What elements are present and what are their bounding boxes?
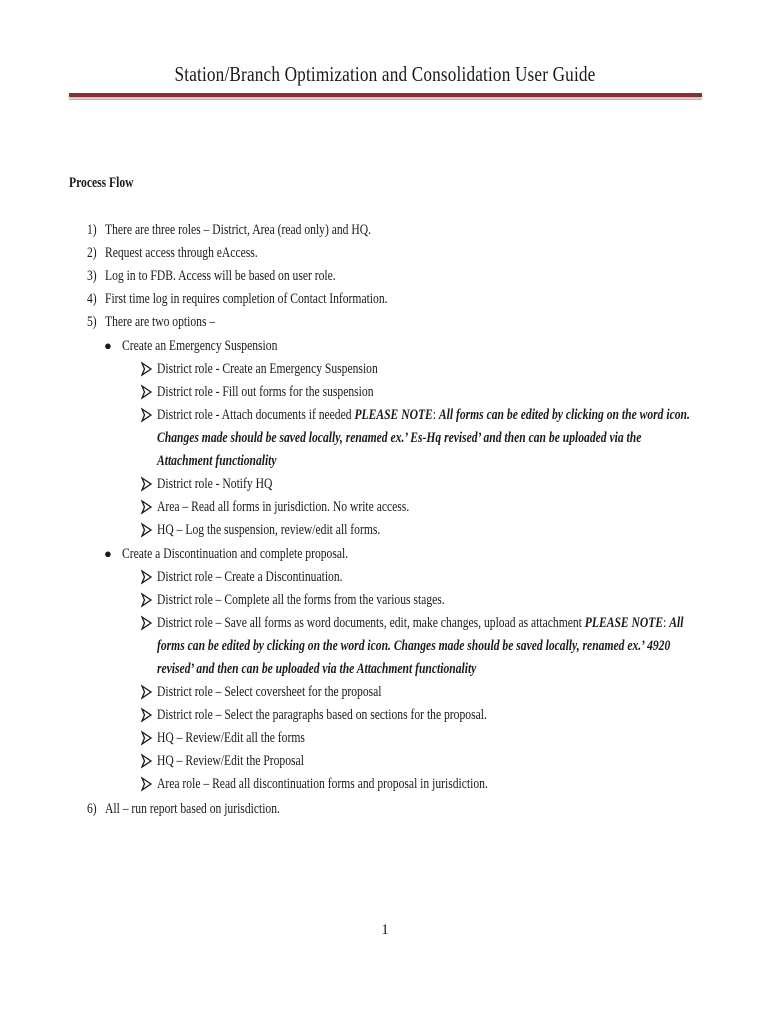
- option-item-with-note: [157, 614, 683, 632]
- note-label: PLEASE NOTE: [584, 615, 664, 631]
- note-label: PLEASE NOTE: [354, 407, 433, 423]
- note-text-continued: Changes made should be saved locally, renamed ex.’ Es-Hq revised’ and then can be uploaded via the: [157, 430, 642, 446]
- option-item: District role - Notify HQ: [157, 476, 273, 492]
- step-text: There are three roles – District, Area (read only) and HQ.: [105, 222, 372, 238]
- document-header-title: Station/Branch Optimization and Consolidation User Guide: [174, 62, 596, 86]
- step-number: 1): [87, 222, 97, 238]
- arrowhead-bullet-icon: [141, 383, 153, 401]
- arrowhead-bullet-icon: [141, 729, 153, 747]
- option-item: HQ – Review/Edit the Proposal: [157, 753, 304, 769]
- step-text: All – run report based on jurisdiction.: [105, 801, 280, 817]
- note-text-continued: Attachment functionality: [157, 453, 277, 469]
- option-item: District role – Select the paragraphs based on sections for the proposal.: [157, 707, 487, 723]
- note-text-continued: revised’ and then can be uploaded via the Attachment functionality: [157, 661, 477, 677]
- arrowhead-bullet-icon: [141, 591, 153, 609]
- option-title: Create an Emergency Suspension: [122, 338, 278, 354]
- option-item: District role – Select coversheet for the proposal: [157, 684, 382, 700]
- step-text: First time log in requires completion of Contact Information.: [105, 291, 388, 307]
- arrowhead-bullet-icon: [141, 568, 153, 586]
- arrowhead-bullet-icon: [141, 775, 153, 793]
- option-item-with-note: [157, 406, 690, 424]
- note-text: All: [669, 615, 684, 631]
- step-number: 5): [87, 314, 97, 330]
- option-item: HQ – Review/Edit all the forms: [157, 730, 305, 746]
- option-item-text: District role – Save all forms as word documents, edit, make changes, upload as attachment: [157, 615, 585, 631]
- note-colon: :: [663, 615, 670, 631]
- option-item: Area – Read all forms in jurisdiction. No write access.: [157, 499, 410, 515]
- note-text: All forms can be edited by clicking on the word icon.: [438, 407, 690, 423]
- arrowhead-bullet-icon: [141, 683, 153, 701]
- section-title: Process Flow: [69, 175, 134, 191]
- option-item: Area role – Read all discontinuation forms and proposal in jurisdiction.: [157, 776, 488, 792]
- note-colon: :: [432, 407, 439, 423]
- option-item: District role - Create an Emergency Suspension: [157, 361, 378, 377]
- step-text: There are two options –: [105, 314, 216, 330]
- step-number: 3): [87, 268, 97, 284]
- option-item: District role – Create a Discontinuation.: [157, 569, 343, 585]
- option-item-text: District role - Attach documents if needed: [157, 407, 355, 423]
- arrowhead-bullet-icon: [141, 752, 153, 770]
- bullet-dot-icon: ●: [104, 546, 112, 561]
- page-number: 1: [381, 922, 389, 938]
- step-number: 6): [87, 801, 97, 817]
- arrowhead-bullet-icon: [141, 406, 153, 424]
- bullet-dot-icon: ●: [104, 338, 112, 353]
- option-item: HQ – Log the suspension, review/edit all forms.: [157, 522, 381, 538]
- option-item: District role – Complete all the forms from the various stages.: [157, 592, 445, 608]
- step-number: 2): [87, 245, 97, 261]
- step-number: 4): [87, 291, 97, 307]
- step-text: Log in to FDB. Access will be based on user role.: [105, 268, 336, 284]
- option-item: District role - Fill out forms for the suspension: [157, 384, 374, 400]
- arrowhead-bullet-icon: [141, 614, 153, 632]
- option-title: Create a Discontinuation and complete proposal.: [122, 546, 349, 562]
- arrowhead-bullet-icon: [141, 360, 153, 378]
- arrowhead-bullet-icon: [141, 706, 153, 724]
- arrowhead-bullet-icon: [141, 521, 153, 539]
- arrowhead-bullet-icon: [141, 498, 153, 516]
- note-text-continued: forms can be edited by clicking on the word icon. Changes made should be saved locally, renamed ex.’ 4920: [157, 638, 671, 654]
- arrowhead-bullet-icon: [141, 475, 153, 493]
- step-text: Request access through eAccess.: [105, 245, 258, 261]
